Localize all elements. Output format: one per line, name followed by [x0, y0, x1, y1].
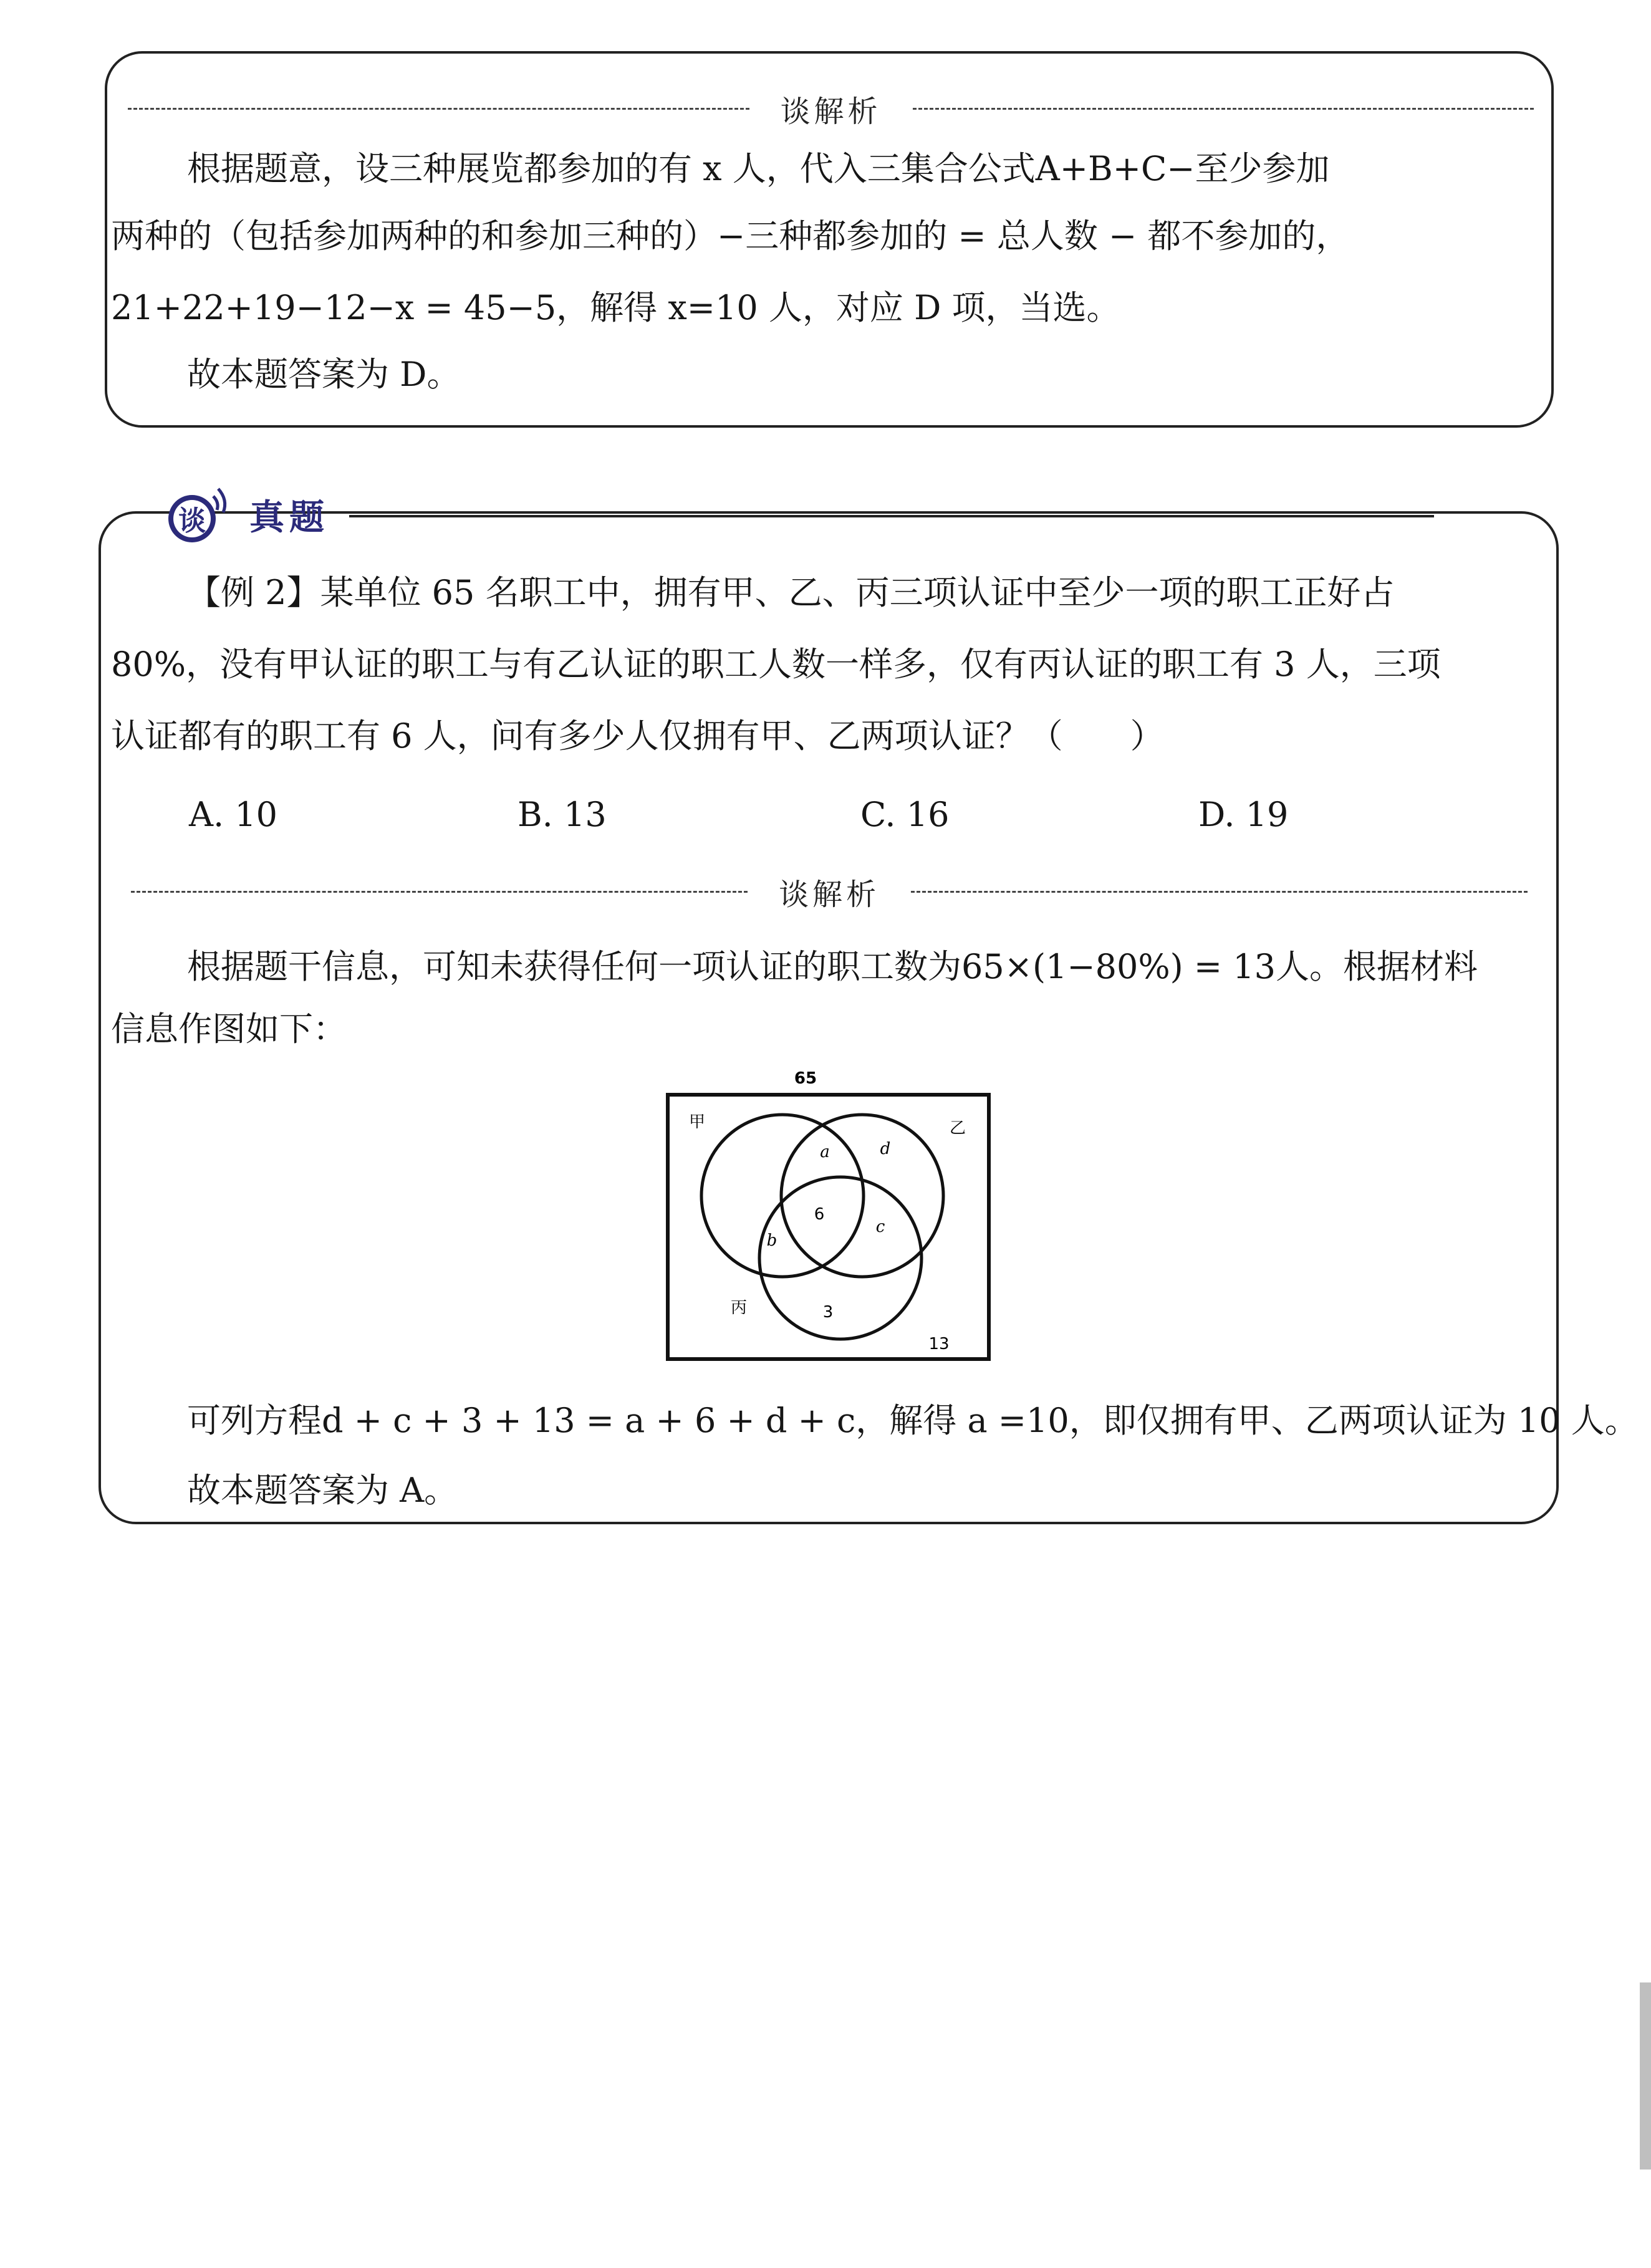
analysis-line: 可列方程d + c + 3 + 13 = a + 6 + d + c，解得 a =10，即仅拥有甲、乙两项认证为 10 人。	[187, 1401, 1639, 1440]
venn-region-b: b	[766, 1231, 777, 1250]
section-divider	[128, 87, 1534, 130]
talk-badge-icon	[156, 480, 237, 550]
question-line: 80%，没有甲认证的职工与有乙认证的职工人数一样多，仅有丙认证的职工有 3 人，三项	[111, 645, 1441, 684]
venn-region-c: c	[875, 1218, 885, 1236]
question-line: 认证都有的职工有 6 人，问有多少人仅拥有甲、乙两项认证？（ ）	[111, 716, 1164, 756]
analysis-line: 信息作图如下：	[111, 1009, 347, 1049]
question-line: 【例 2】某单位 65 名职工中，拥有甲、乙、丙三项认证中至少一项的职工正好占	[187, 573, 1395, 612]
paragraph-line: 21+22+19−12−x = 45−5，解得 x=10 人，对应 D 项，当选。	[111, 288, 1120, 327]
section-label: 谈解析	[780, 94, 882, 129]
badge-text: 谈	[178, 505, 206, 537]
analysis-line: 根据题干信息，可知未获得任何一项认证的职工数为65×(1−80%) = 13人。根据材料	[187, 947, 1478, 986]
venn-diagram	[660, 1065, 1006, 1370]
venn-total-label: 65	[794, 1069, 817, 1088]
option-a: A. 10	[189, 795, 278, 834]
venn-circle-c	[759, 1177, 922, 1339]
section-header	[156, 480, 329, 550]
option-d: D. 19	[1198, 795, 1289, 834]
venn-set-c-label: 丙	[730, 1299, 748, 1317]
venn-region-a: a	[820, 1143, 830, 1161]
venn-region-none: 13	[928, 1335, 950, 1353]
option-b: B. 13	[517, 795, 607, 834]
answer-line: 故本题答案为 A。	[187, 1471, 458, 1510]
paragraph-line: 两种的（包括参加两种的和参加三种的）−三种都参加的 = 总人数 − 都不参加的，	[111, 216, 1350, 256]
option-c: C. 16	[860, 795, 950, 834]
section-label: 谈解析	[779, 877, 880, 912]
venn-set-b-label: 乙	[949, 1119, 966, 1138]
venn-set-a-label: 甲	[688, 1113, 706, 1132]
paragraph-line: 根据题意，设三种展览都参加的有 x 人，代入三集合公式A+B+C−至少参加	[187, 149, 1330, 188]
venn-region-center: 6	[814, 1205, 825, 1224]
venn-region-only-c: 3	[822, 1303, 834, 1322]
answer-line: 故本题答案为 D。	[187, 355, 461, 394]
section-title: 真题	[249, 497, 329, 538]
venn-region-d: d	[880, 1140, 891, 1158]
page-edge-shadow	[1640, 1982, 1651, 2169]
header-rule	[349, 515, 1434, 517]
section-divider	[131, 870, 1528, 913]
